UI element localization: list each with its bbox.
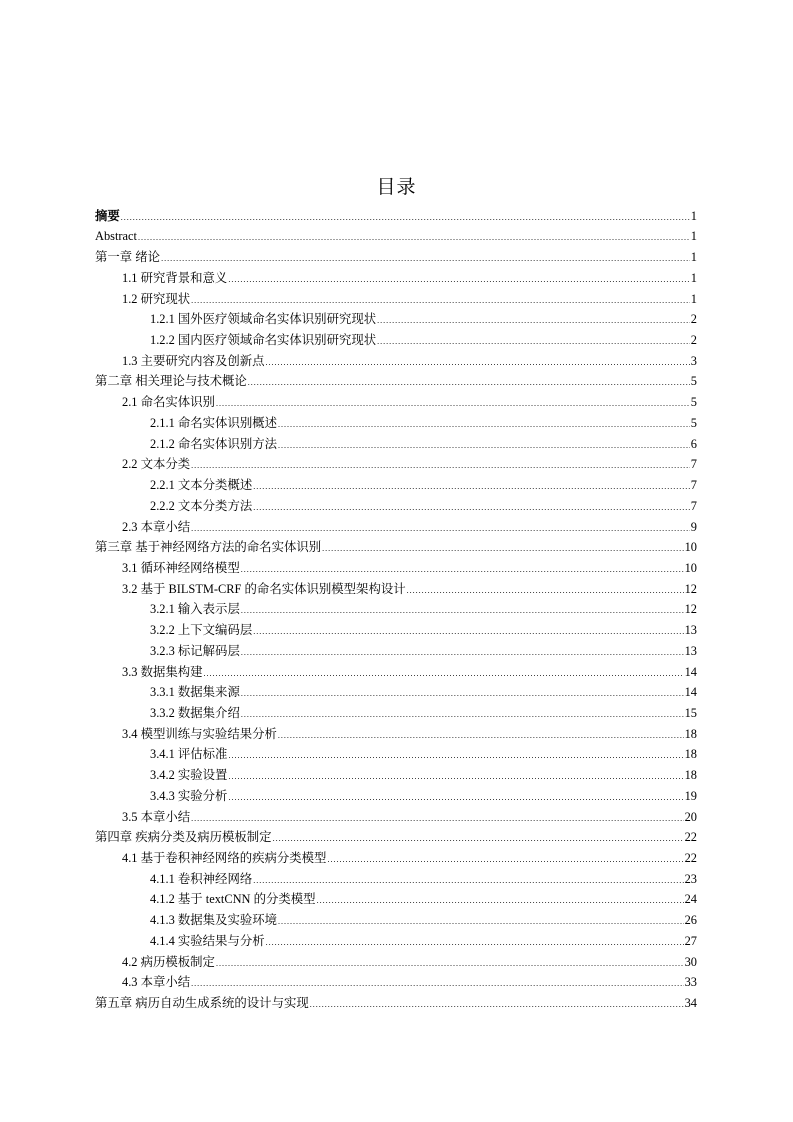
toc-entry-label: 第四章 疾病分类及病历模板制定 [95,830,272,845]
toc-entry-label: 4.1.2 基于 textCNN 的分类模型 [150,892,316,907]
toc-entry[interactable] [95,369,697,390]
toc-leader-dots [228,275,689,286]
toc-entry[interactable] [95,431,697,452]
toc-entry-page-number: 2 [690,333,697,348]
toc-entry[interactable] [95,700,697,721]
toc-entry-label: 3.2.2 上下文编码层 [150,623,253,638]
toc-entry-page-number: 14 [684,664,697,679]
toc-entry-label: 第三章 基于神经网络方法的命名实体识别 [95,540,322,555]
toc-entry[interactable] [95,493,697,514]
toc-entry[interactable] [95,555,697,576]
toc-leader-dots [253,627,683,638]
toc-entry-label: 3.3 数据集构建 [122,664,203,679]
toc-entry-label: 摘要 [95,208,120,223]
toc-leader-dots [317,896,684,907]
toc-entry[interactable] [95,845,697,866]
toc-entry-page-number: 1 [690,250,697,265]
toc-entry-label: 1.2.1 国外医疗领域命名实体识别研究现状 [150,312,377,327]
toc-entry-page-number: 26 [684,913,697,928]
toc-entry-page-number: 33 [684,975,697,990]
toc-leader-dots [138,233,690,244]
toc-entry-page-number: 10 [684,560,697,575]
toc-entry-page-number: 19 [684,788,697,803]
toc-entry[interactable] [95,576,697,597]
toc-entry-label: 2.3 本章小结 [122,519,191,534]
toc-entry-page-number: 22 [684,851,697,865]
toc-entry-page-number: 5 [690,415,697,430]
toc-entry[interactable] [95,762,697,783]
toc-entry[interactable] [95,907,697,928]
toc-leader-dots [241,689,684,700]
toc-leader-dots [216,959,684,970]
toc-entry[interactable] [95,472,697,493]
toc-entry-label: 2.1.2 命名实体识别方法 [150,436,278,451]
toc-leader-dots [241,606,684,617]
toc-entry-page-number: 30 [684,954,697,969]
toc-leader-dots [121,213,690,224]
toc-entry[interactable] [95,389,697,410]
toc-entry-page-number: 27 [684,933,697,948]
toc-entry[interactable] [95,327,697,348]
toc-entry-label: 3.3.2 数据集介绍 [150,705,240,720]
toc-entry[interactable] [95,597,697,618]
toc-entry-page-number: 18 [684,768,697,783]
toc-entry-label: 1.2 研究现状 [122,291,191,306]
toc-leader-dots [253,503,690,514]
toc-entry-label: 1.2.2 国内医疗领域命名实体识别研究现状 [150,333,377,348]
toc-entry[interactable] [95,514,697,535]
toc-entry-label: 2.2.2 文本分类方法 [150,498,253,513]
toc-entry-page-number: 34 [684,996,697,1011]
toc-leader-dots [228,772,683,783]
toc-entry[interactable] [95,203,697,224]
toc-entry-label: 1.1 研究背景和意义 [122,270,228,285]
toc-entry-page-number: 7 [690,478,697,493]
toc-leader-dots [278,731,684,742]
toc-leader-dots [191,461,690,472]
toc-entry-label: 2.1.1 命名实体识别概述 [150,415,278,430]
toc-leader-dots [278,420,690,431]
toc-entry-label: 2.2 文本分类 [122,457,191,472]
toc-entry-label: 3.4.2 实验设置 [150,768,228,783]
toc-entry-label: 第五章 病历自动生成系统的设计与实现 [95,996,309,1011]
toc-entry-label: 4.1.1 卷积神经网络 [150,871,253,886]
toc-entry-label: 3.2.3 标记解码层 [150,643,240,658]
toc-entry-label: 第一章 绪论 [95,250,161,265]
toc-leader-dots [228,751,683,762]
toc-entry-page-number: 9 [690,519,697,534]
toc-entry[interactable] [95,307,697,328]
toc-title: 目录 [376,177,417,198]
toc-entry[interactable] [95,783,697,804]
toc-entry-label: 3.2.1 输入表示层 [150,602,240,617]
toc-leader-dots [241,565,684,576]
toc-entry-page-number: 1 [690,229,697,244]
toc-leader-dots [278,441,690,452]
toc-entry-page-number: 13 [684,643,697,658]
toc-leader-dots [377,337,690,348]
toc-entry[interactable] [95,990,697,1011]
toc-entry-page-number: 13 [684,623,697,638]
toc-entry-label: 4.1.3 数据集及实验环境 [150,913,278,928]
toc-leader-dots [228,793,683,804]
toc-entry[interactable] [95,410,697,431]
toc-leader-dots [253,482,690,493]
toc-entry[interactable] [95,866,697,887]
toc-entry[interactable] [95,949,697,970]
toc-entry[interactable] [95,804,697,825]
toc-entry[interactable] [95,928,697,949]
toc-entry-page-number: 3 [690,353,697,368]
toc-entry-page-number: 12 [684,581,697,596]
toc-entry[interactable] [95,244,697,265]
toc-entry[interactable] [95,742,697,763]
toc-entry[interactable] [95,617,697,638]
toc-entry-page-number: 18 [684,726,697,741]
toc-entry-page-number: 22 [684,830,697,845]
toc-entry-page-number: 1 [690,270,697,285]
toc-leader-dots [248,378,690,389]
toc-entry[interactable] [95,535,697,556]
table-of-contents [95,203,697,1011]
toc-entry-page-number: 23 [684,871,697,886]
toc-leader-dots [191,979,683,990]
toc-entry-label: 2.2.1 文本分类概述 [150,478,253,493]
toc-entry[interactable] [95,970,697,991]
toc-entry-label: 3.1 循环神经网络模型 [122,560,240,575]
toc-leader-dots [266,938,684,949]
toc-entry[interactable] [95,224,697,245]
toc-leader-dots [191,296,690,307]
toc-leader-dots [266,358,690,369]
toc-entry-page-number: 18 [684,747,697,762]
toc-entry-page-number: 24 [684,892,697,907]
toc-entry-page-number: 5 [690,374,697,389]
toc-entry-label: 2.1 命名实体识别 [122,395,215,410]
toc-leader-dots [204,669,684,680]
toc-entry-page-number: 14 [684,685,697,700]
toc-entry-page-number: 1 [690,291,697,306]
toc-entry-label: 3.4 模型训练与实验结果分析 [122,726,277,741]
toc-entry-page-number: 7 [690,457,697,472]
toc-entry-label: 4.1 基于卷积神经网络的疾病分类模型 [122,851,327,865]
toc-leader-dots [273,834,684,845]
toc-entry[interactable] [95,638,697,659]
toc-leader-dots [310,1000,684,1011]
toc-entry[interactable] [95,680,697,701]
toc-entry-page-number: 5 [690,395,697,410]
toc-leader-dots [216,399,690,410]
toc-leader-dots [191,524,690,535]
toc-leader-dots [253,876,683,887]
toc-entry-label: Abstract [95,229,137,244]
toc-entry-label: 3.4.3 实验分析 [150,788,228,803]
toc-entry-page-number: 7 [690,498,697,513]
toc-leader-dots [241,710,684,721]
toc-entry-page-number: 2 [690,312,697,327]
toc-leader-dots [278,917,684,928]
toc-entry-page-number: 1 [690,208,697,223]
toc-entry-label: 3.3.1 数据集来源 [150,685,240,700]
toc-leader-dots [327,855,683,866]
toc-leader-dots [241,648,684,659]
toc-entry-label: 3.2 基于 BILSTM-CRF 的命名实体识别模型架构设计 [122,581,406,596]
toc-entry[interactable] [95,452,697,473]
toc-entry[interactable] [95,286,697,307]
toc-leader-dots [191,814,683,825]
toc-entry[interactable] [95,265,697,286]
toc-entry-label: 3.5 本章小结 [122,809,191,824]
toc-entry-page-number: 6 [690,436,697,451]
toc-entry-label: 4.3 本章小结 [122,975,191,990]
toc-leader-dots [407,586,684,597]
toc-entry[interactable] [95,825,697,846]
toc-entry-page-number: 12 [684,602,697,617]
toc-entry-label: 第二章 相关理论与技术概论 [95,374,247,389]
toc-leader-dots [322,544,683,555]
toc-entry[interactable] [95,721,697,742]
toc-entry[interactable] [95,659,697,680]
toc-entry-page-number: 20 [684,809,697,824]
toc-entry-label: 4.2 病历模板制定 [122,954,215,969]
toc-entry-label: 4.1.4 实验结果与分析 [150,933,265,948]
toc-leader-dots [377,316,690,327]
toc-entry-page-number: 10 [684,540,697,555]
toc-entry-page-number: 15 [684,705,697,720]
toc-entry[interactable] [95,348,697,369]
toc-entry-label: 3.4.1 评估标准 [150,747,228,762]
toc-entry[interactable] [95,887,697,908]
toc-leader-dots [161,254,690,265]
toc-entry-label: 1.3 主要研究内容及创新点 [122,353,265,368]
